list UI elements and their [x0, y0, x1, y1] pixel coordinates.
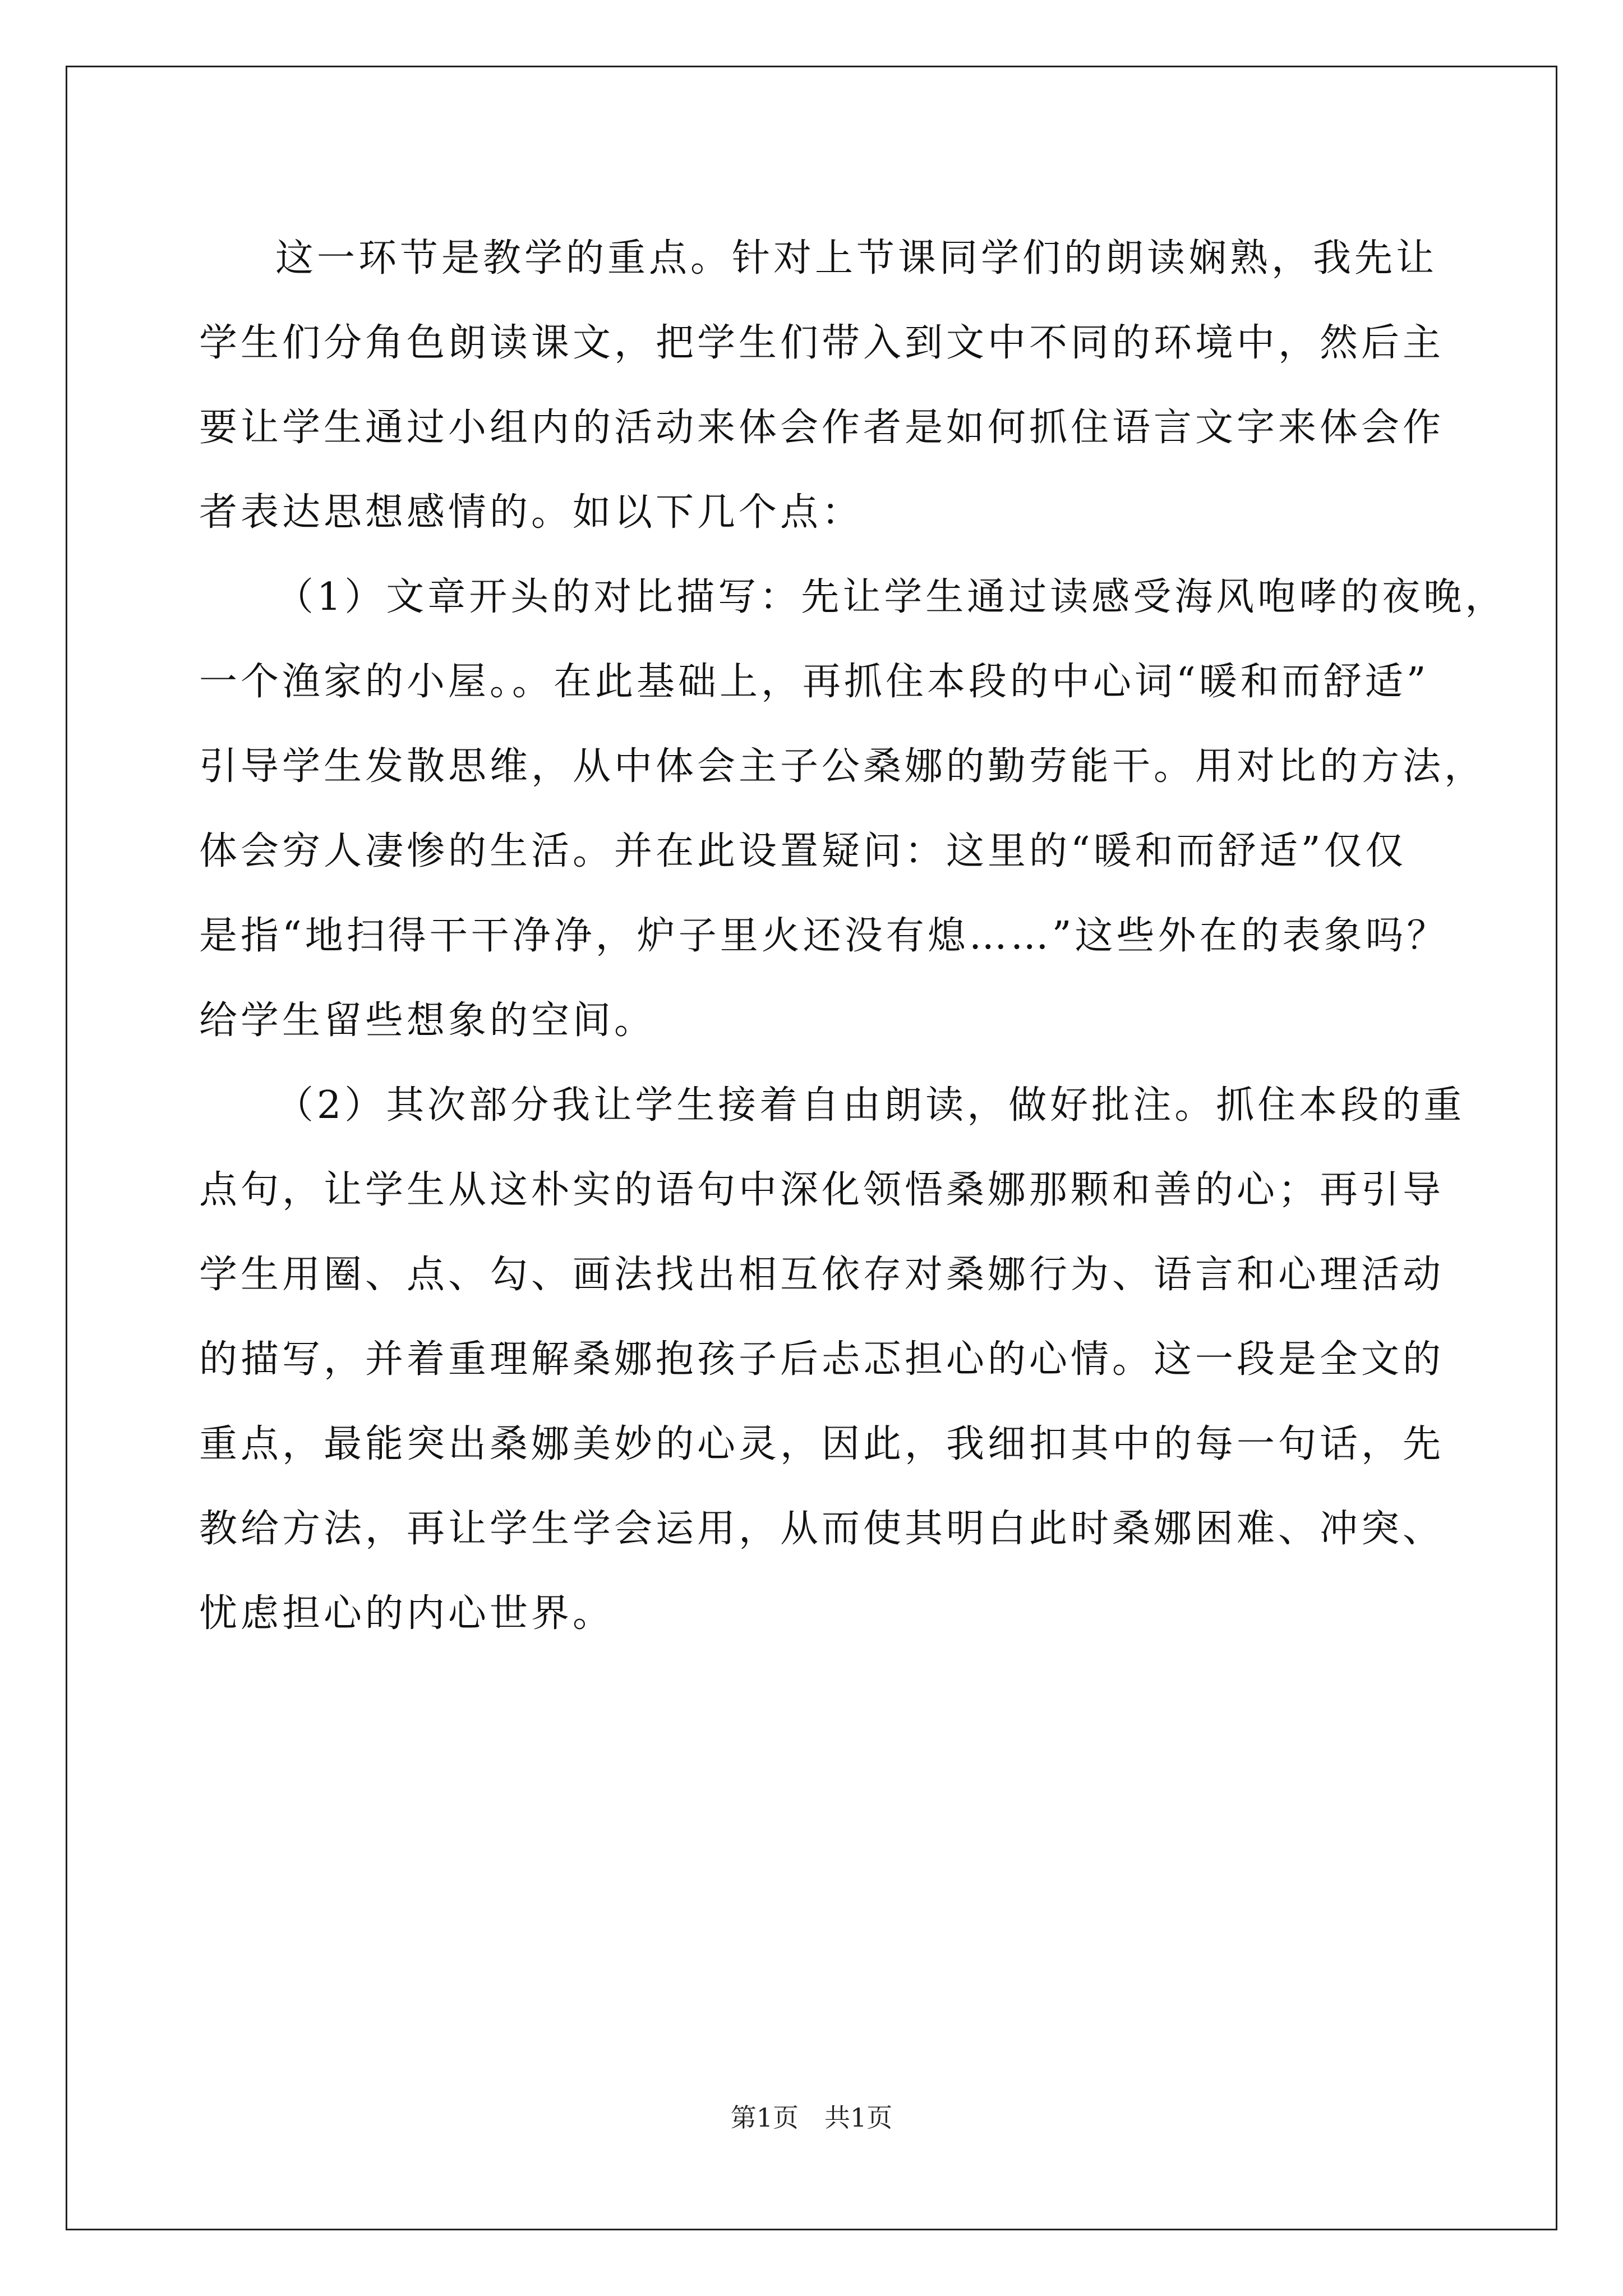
text-line: 学生用圈、点、勾、画法找出相互依存对桑娜行为、语言和心理活动 — [199, 1253, 1445, 1297]
paragraph-2 — [199, 555, 1507, 1063]
text-line: （2）其次部分我让学生接着自由朗读，做好批注。抓住本段的重 — [275, 1083, 1465, 1128]
text-line: 重点，最能突出桑娜美妙的心灵，因此，我细扣其中的每一句话，先 — [199, 1422, 1445, 1466]
text-line: 的描写，并着重理解桑娜抱孩子后忐忑担心的心情。这一段是全文的 — [199, 1337, 1445, 1382]
text-line: 体会穷人凄惨的生活。并在此设置疑问：这里的“暖和而舒适”仅仅 — [199, 829, 1407, 873]
paragraph-1 — [199, 216, 1445, 555]
text-line: 这一环节是教学的重点。针对上节课同学们的朗读娴熟，我先让 — [275, 236, 1438, 280]
paragraph-3 — [199, 1063, 1465, 1656]
text-line: 教给方法，再让学生学会运用，从而使其明白此时桑娜困难、冲突、 — [199, 1507, 1445, 1551]
page-footer: 第1页 共1页 — [730, 2102, 893, 2133]
document-body — [199, 216, 1507, 1656]
text-line: 是指“地扫得干干净净，炉子里火还没有熄……”这些外在的表象吗？ — [199, 914, 1449, 958]
text-line: 要让学生通过小组内的活动来体会作者是如何抓住语言文字来体会作 — [199, 406, 1445, 450]
text-line: （1）文章开头的对比描写：先让学生通过读感受海风咆哮的夜晚， — [275, 575, 1507, 619]
text-line: 学生们分角色朗读课文，把学生们带入到文中不同的环境中，然后主 — [199, 321, 1445, 365]
text-line: 引导学生发散思维，从中体会主子公桑娜的勤劳能干。用对比的方法， — [199, 744, 1486, 789]
text-line: 给学生留些想象的空间。 — [199, 999, 656, 1043]
text-line: 一个渔家的小屋。。在此基础上，再抓住本段的中心词“暖和而舒适” — [199, 660, 1430, 704]
text-line: 忧虑担心的内心世界。 — [199, 1591, 615, 1636]
text-line: 点句，让学生从这朴实的语句中深化领悟桑娜那颗和善的心；再引导 — [199, 1168, 1445, 1212]
text-line: 者表达思想感情的。如以下几个点： — [199, 490, 864, 535]
